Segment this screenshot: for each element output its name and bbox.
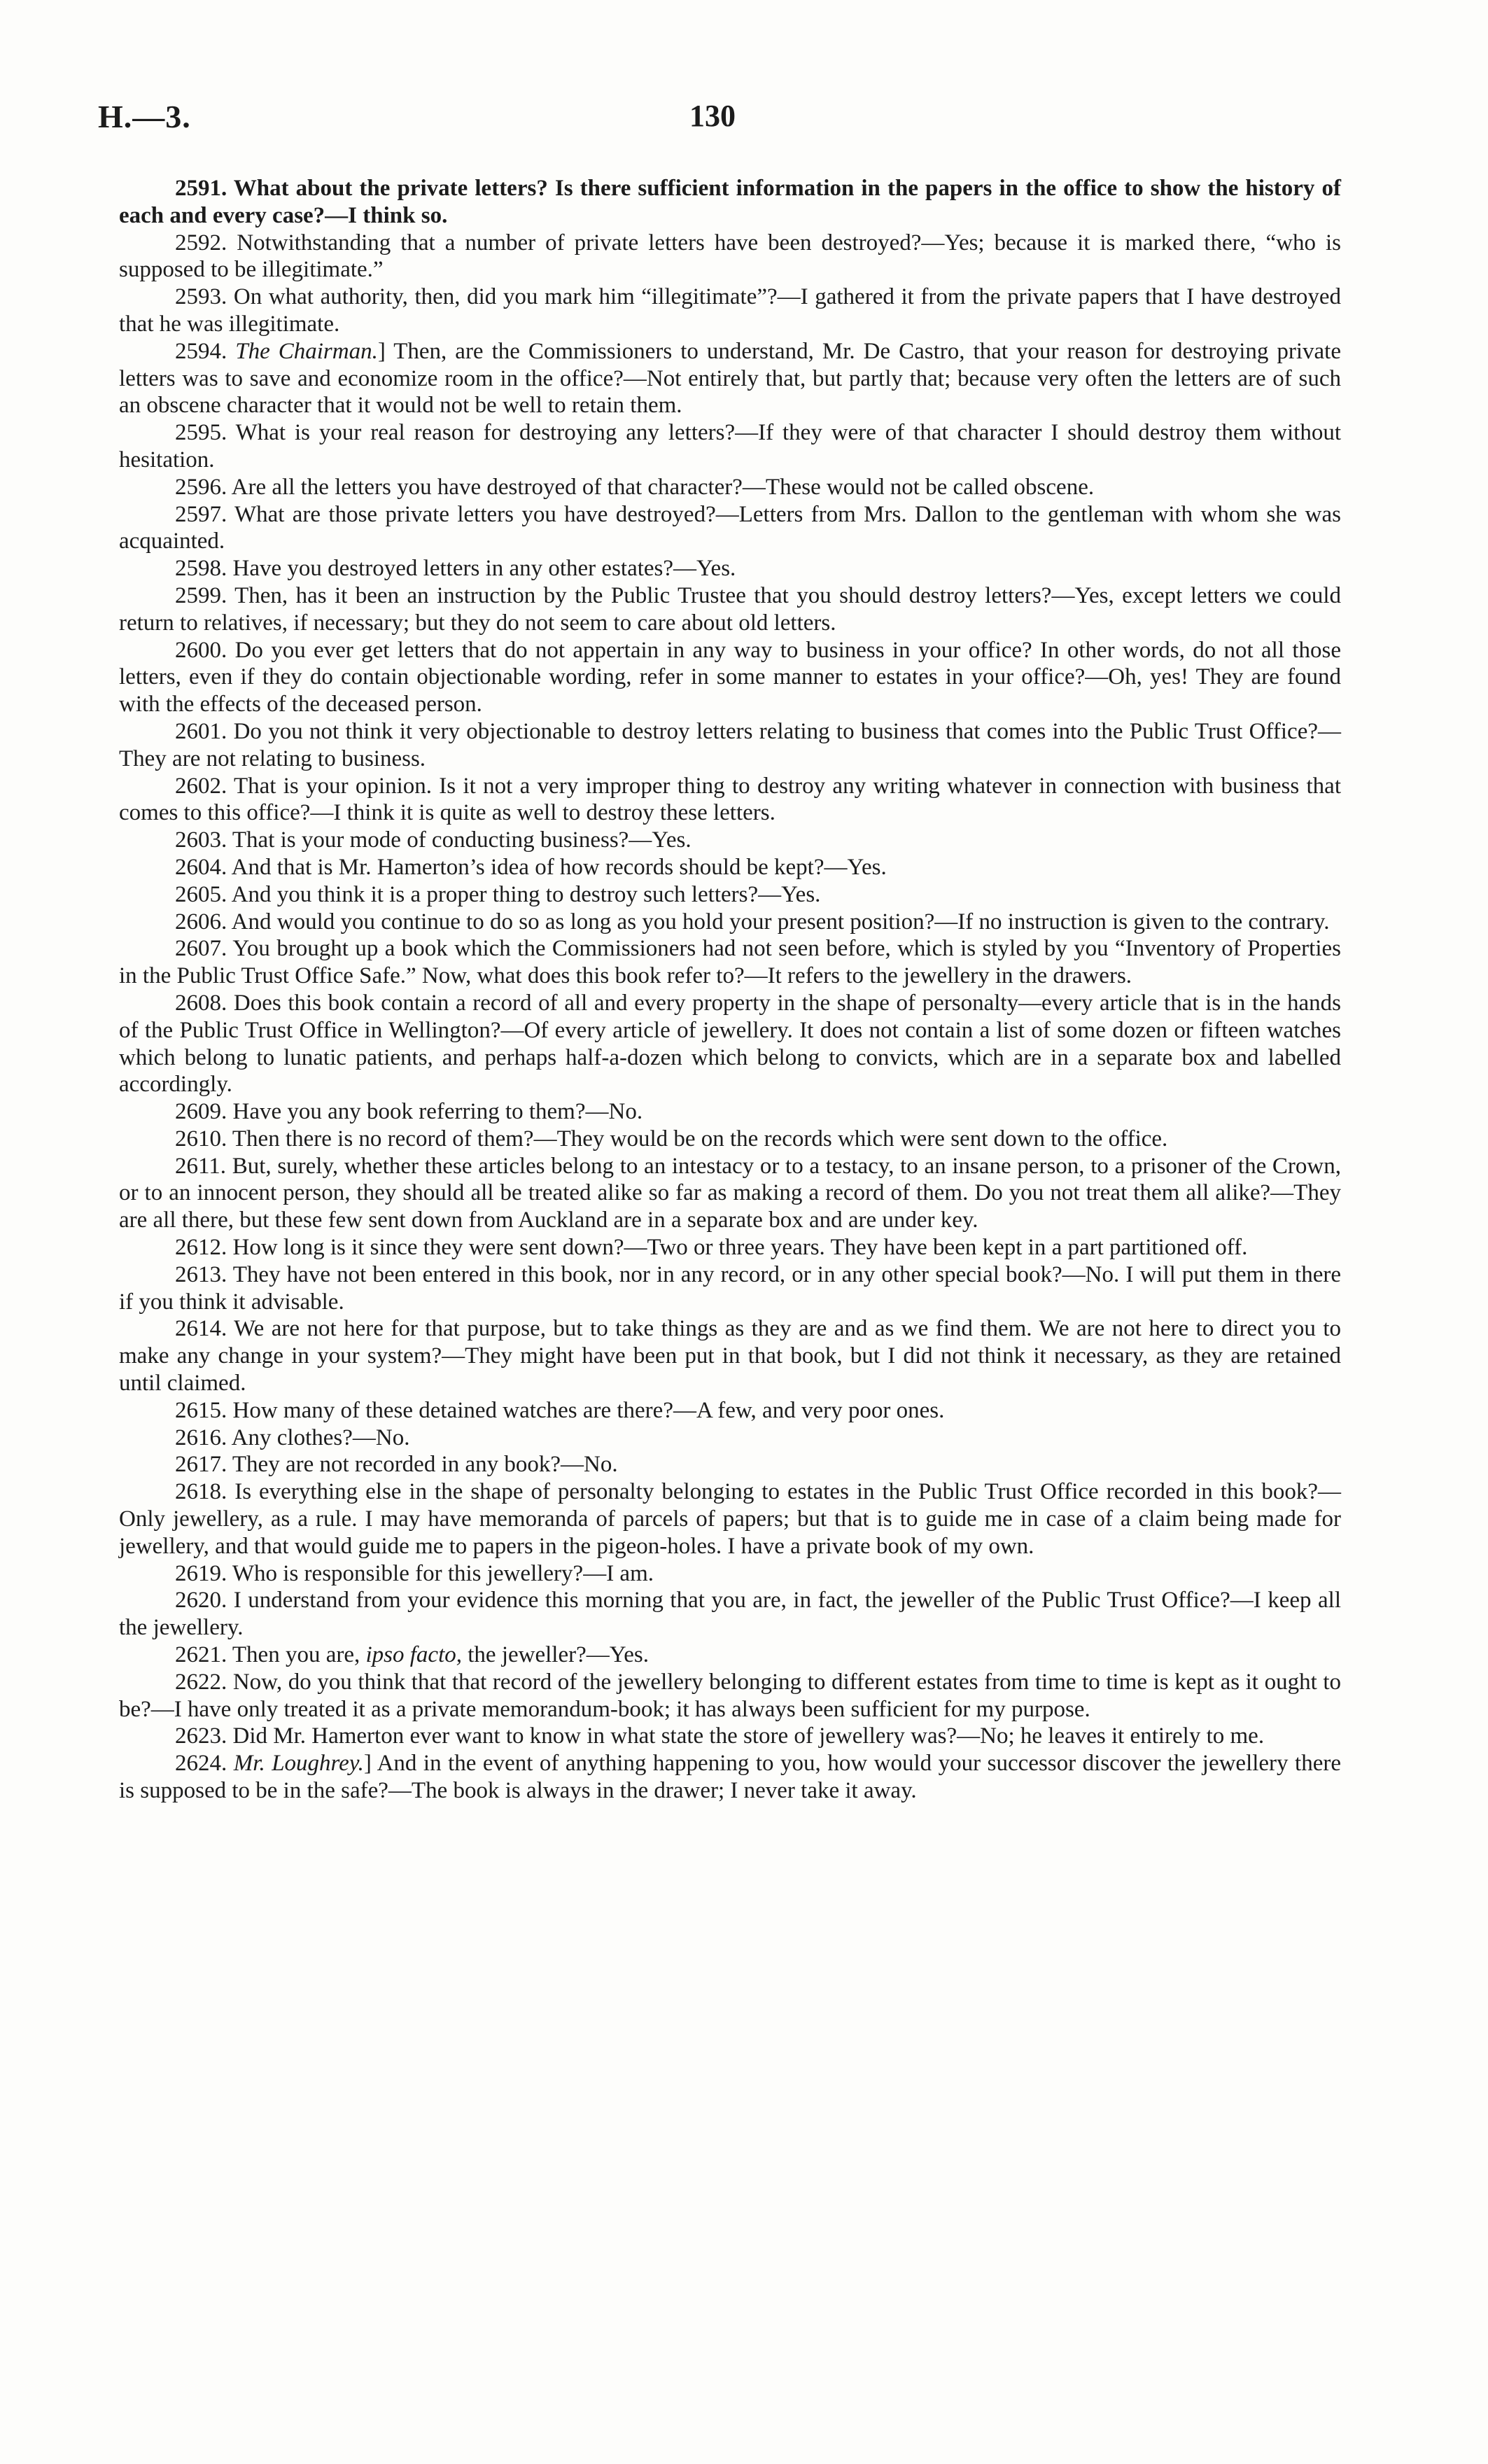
paragraph-text: ] Then, are the Commissioners to understand, Mr. De Castro, that your reason for destroying private letters was to save and economize room in the office?—Not entirely that, but partly that; because very often the letters are of such an obscene character that it would not be well to retain them. [119,338,1342,419]
paragraph-2604: 2604. And that is Mr. Hamerton’s idea of how records should be kept?—Yes. [175,854,887,880]
paragraph-2594 [119,338,1341,419]
paragraph-2614: 2614. We are not here for that purpose, but to take things as they are and as we find them. We are not here to direct you to make any change in your system?—They might have been put in that book, but I did not think it necessary, as they are retained until claimed. [119,1316,1341,1396]
paragraph-2618: 2618. Is everything else in the shape of personalty belonging to estates in the Public Trust Office recorded in this book?—Only jewellery, as a rule. I may have memoranda of parcels of papers; but that is to guide me in case of a claim being made for jewellery, and that would guide me to papers in the pigeon-holes. I have a private book of my own. [119,1479,1341,1559]
paragraph-2615: 2615. How many of these detained watches are there?—A few, and very poor ones. [175,1397,945,1423]
paragraph-2617: 2617. They are not recorded in any book?—No. [175,1452,618,1478]
latin-phrase: ipso facto, [365,1642,462,1668]
speaker-name: Mr. Loughrey. [233,1751,364,1777]
paragraph-2612: 2612. How long is it since they were sent down?—Two or three years. They have been kept in a part partitioned off. [175,1235,1248,1261]
paragraph-2620: 2620. I understand from your evidence this morning that you are, in fact, the jeweller of the Public Trust Office?—I keep all the jewellery. [119,1588,1341,1641]
paragraph-2591: 2591. What about the private letters? Is there sufficient information in the papers in the office to show the history of each and every case?—I think so. [119,176,1341,228]
page-header [98,98,1341,154]
speaker-name: The Chairman. [235,338,378,364]
paragraph-2601: 2601. Do you not think it very objectionable to destroy letters relating to business that comes into the Public Trust Office?—They are not relating to business. [119,718,1341,771]
paragraph-2611: 2611. But, surely, whether these articles belong to an intestacy or to a testacy, to an insane person, to a prisoner of the Crown, or to an innocent person, they should all be treated alike so far as making a record of them. Do you not treat them all alike?—They are all there, but these few sent down from Auckland are in a separate box and are under key. [119,1153,1341,1233]
paragraph-2613: 2613. They have not been entered in this book, nor in any record, or in any other special book?—No. I will put them in there if you think it advisable. [119,1261,1341,1315]
paragraph-2605: 2605. And you think it is a proper thing to destroy such letters?—Yes. [175,881,821,907]
paragraph-2593: 2593. On what authority, then, did you mark him “illegitimate”?—I gathered it from the private papers that I have destroyed that he was illegitimate. [119,284,1341,337]
paragraph-2619: 2619. Who is responsible for this jewellery?—I am. [175,1560,654,1586]
paragraph-text: the jeweller?—Yes. [462,1642,649,1668]
paragraph-lead: 2621. Then you are, [175,1642,366,1668]
paragraph-2603: 2603. That is your mode of conducting business?—Yes. [175,827,692,853]
paragraph-2622: 2622. Now, do you think that that record of the jewellery belonging to different estates from time to time is kept as it ought to be?—I have only treated it as a private memorandum-book; it has always been sufficient for my purpose. [119,1669,1341,1722]
page-number: 130 [689,99,736,133]
paragraph-2595: 2595. What is your real reason for destroying any letters?—If they were of that character I should destroy them without hesitation. [119,420,1341,472]
paragraph-2592: 2592. Notwithstanding that a number of private letters have been destroyed?—Yes; because it is marked there, “who is supposed to be illegitimate.” [119,230,1341,283]
paragraph-2599: 2599. Then, has it been an instruction by the Public Trustee that you should destroy letters?—Yes, except letters we could return to relatives, if necessary; but they do not seem to care about old letters. [119,582,1341,636]
paragraph-2596: 2596. Are all the letters you have destroyed of that character?—These would not be called obscene. [175,474,1095,500]
paragraph-2602: 2602. That is your opinion. Is it not a very improper thing to destroy any writing whatever in connection with business that comes to this office?—I think it is quite as well to destroy these letters. [119,773,1341,826]
paragraph-2597: 2597. What are those private letters you have destroyed?—Letters from Mrs. Dallon to the gentleman with whom she was acquainted. [119,501,1341,554]
paragraph-2624 [119,1750,1341,1805]
paragraph-2621 [119,1642,1341,1669]
paragraph-2610: 2610. Then there is no record of them?—They would be on the records which were sent down to the office. [175,1126,1168,1152]
page-body [119,175,1341,1805]
question-number: 2594. [175,338,236,364]
paragraph-2623: 2623. Did Mr. Hamerton ever want to know in what state the store of jewellery was?—No; he leaves it entirely to me. [175,1723,1265,1749]
paragraph-2600: 2600. Do you ever get letters that do not appertain in any way to business in your office? In other words, do not all those letters, even if they do contain objectionable wording, refer in some manner to estates in your office?—Oh, yes! They are found with the effects of the deceased person. [119,637,1341,718]
paragraph-2607: 2607. You brought up a book which the Commissioners had not seen before, which is styled by you “Inventory of Properties in the Public Trust Office Safe.” Now, what does this book refer to?—It refers to the jewellery in the drawers. [119,936,1341,989]
paragraph-2598: 2598. Have you destroyed letters in any other estates?—Yes. [175,556,736,582]
paragraph-2616: 2616. Any clothes?—No. [175,1424,410,1450]
document-reference: H.—3. [98,99,191,134]
paragraph-text: ] And in the event of anything happening to you, how would your successor discover the jewellery there is supposed to be in the safe?—The book is always in the drawer; I never take it away. [119,1751,1342,1804]
paragraph-2606: 2606. And would you continue to do so as long as you hold your present position?—If no instruction is given to the contrary. [175,909,1330,934]
paragraph-2608: 2608. Does this book contain a record of all and every property in the shape of personalty—every article that is in the hands of the Public Trust Office in Wellington?—Of every article of jewellery. It does not contain a list of some dozen or fifteen watches which belong to lunatic patients, and perhaps half-a-dozen which belong to convicts, which are in a separate box and labelled accordingly. [119,990,1341,1098]
paragraph-2609: 2609. Have you any book referring to them?—No. [175,1099,643,1125]
question-number: 2624. [175,1751,234,1777]
